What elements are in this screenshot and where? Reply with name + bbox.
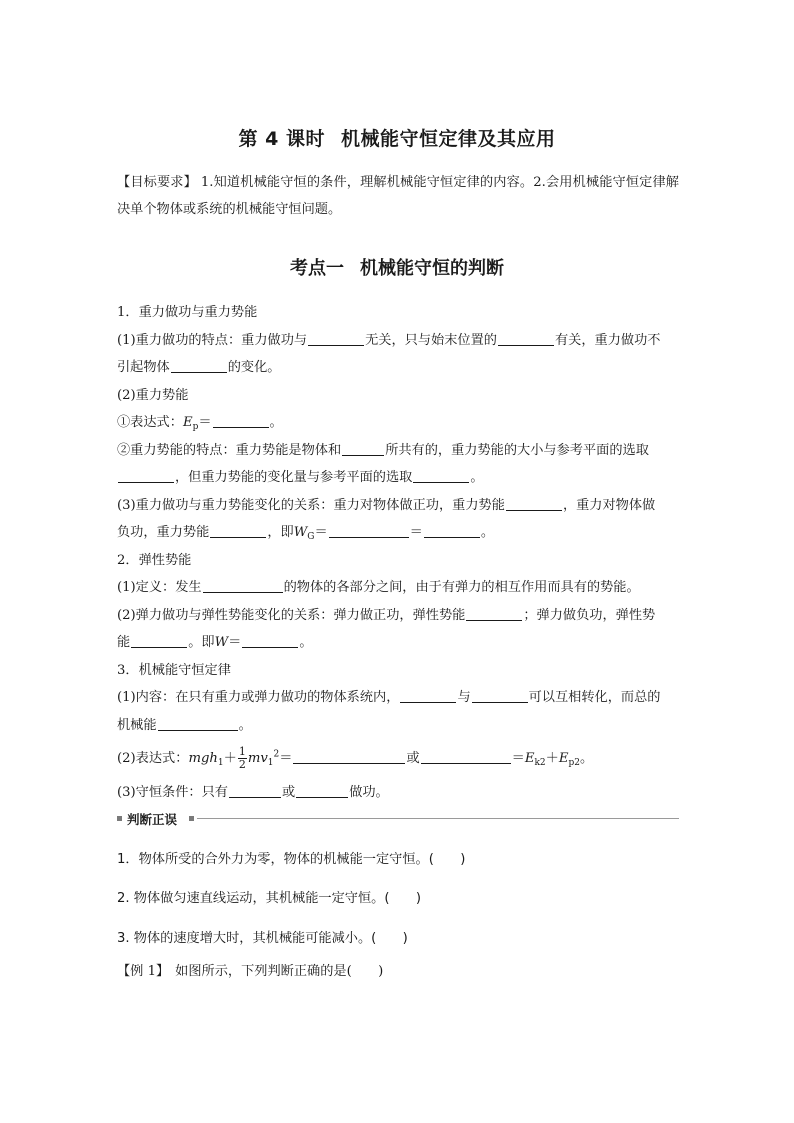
fill-blank[interactable] bbox=[203, 577, 283, 593]
line-elastic-definition: (1)定义：发生 的物体的各部分之间，由于有弹力的相互作用而具有的势能。 bbox=[117, 574, 679, 602]
fill-blank[interactable] bbox=[400, 687, 456, 703]
fill-blank[interactable] bbox=[424, 522, 480, 538]
line-conservation-content: (1)内容：在只有重力或弹力做功的物体系统内， 与 可以互相转化，而总的 bbox=[117, 684, 679, 712]
fill-blank[interactable] bbox=[342, 440, 384, 456]
square-bullet-icon bbox=[189, 816, 194, 821]
line-conservation-formula: (2)表达式：mgh$_1$＋ $\frac{1}{2}$ $mv_1^2=$ 或 $=E_{k2}+E_{p2}$。 bbox=[117, 745, 594, 771]
learning-goals bbox=[117, 169, 679, 223]
fill-blank[interactable] bbox=[296, 782, 348, 798]
fill-blank[interactable] bbox=[421, 748, 511, 764]
line-conservation-content-2: 机械能 。 bbox=[117, 712, 679, 740]
goal-text: 1.知道机械能守恒的条件，理解机械能守恒定律的内容。2.会用机械能守恒定律解决单个物体或系统的机械能守恒问题。 bbox=[117, 175, 679, 217]
content-body bbox=[117, 299, 679, 807]
section-heading bbox=[0, 254, 794, 280]
square-bullet-icon bbox=[117, 816, 122, 821]
divider bbox=[197, 818, 679, 819]
fill-blank[interactable] bbox=[472, 687, 528, 703]
fill-blank[interactable] bbox=[171, 357, 227, 373]
line-elastic-relation: (2)弹力做功与弹性势能变化的关系：弹力做正功，弹性势能 ；弹力做负功，弹性势 bbox=[117, 602, 679, 630]
fill-blank[interactable] bbox=[229, 782, 281, 798]
example-text: 如图所示，下列判断正确的是( ) bbox=[175, 964, 384, 979]
judge-item: 1．物体所受的合外力为零，物体的机械能一定守恒。( ) bbox=[117, 852, 466, 867]
fill-blank[interactable] bbox=[466, 605, 522, 621]
fraction-one-half: $\frac{1}{2}$ bbox=[238, 745, 246, 771]
lesson-title bbox=[0, 124, 794, 151]
section-number: 考点一 bbox=[290, 258, 344, 279]
line-elastic-relation-2: 能 。即W＝ 。 bbox=[117, 629, 679, 657]
lesson-number: 第 4 课时 bbox=[238, 128, 325, 150]
fill-blank[interactable] bbox=[242, 632, 298, 648]
fill-blank[interactable] bbox=[308, 330, 364, 346]
line-conservation-condition: (3)守恒条件：只有 或 做功。 bbox=[117, 779, 679, 807]
line-potential-feature: ②重力势能的特点：重力势能是物体和 所共有的，重力势能的大小与参考平面的选取 bbox=[117, 437, 679, 465]
fill-blank[interactable] bbox=[329, 522, 409, 538]
fill-blank[interactable] bbox=[210, 522, 266, 538]
fill-blank[interactable] bbox=[498, 330, 554, 346]
fill-blank[interactable] bbox=[293, 748, 405, 764]
fill-blank[interactable] bbox=[413, 467, 469, 483]
judge-item: 3. 物体的速度增大时，其机械能可能减小。( ) bbox=[117, 931, 408, 946]
heading-conservation: 3．机械能守恒定律 bbox=[117, 662, 231, 678]
fill-blank[interactable] bbox=[158, 715, 238, 731]
section-topic: 机械能守恒的判断 bbox=[360, 258, 504, 279]
heading-elastic: 2．弹性势能 bbox=[117, 552, 192, 568]
line-work-relation-2: 负功，重力势能 ，即$W_G=$ ＝ 。 bbox=[117, 519, 679, 547]
line-expression: ①表达式：$E_p=$ 。 bbox=[117, 409, 679, 437]
line-potential-heading: (2)重力势能 bbox=[117, 387, 189, 403]
judge-header bbox=[117, 812, 679, 828]
line-work-relation: (3)重力做功与重力势能变化的关系：重力对物体做正功，重力势能 ，重力对物体做 bbox=[117, 492, 679, 520]
lesson-topic: 机械能守恒定律及其应用 bbox=[340, 128, 556, 150]
example-tag: 【例 1】 bbox=[117, 964, 170, 979]
fill-blank[interactable] bbox=[213, 412, 269, 428]
heading-gravity: 1．重力做功与重力势能 bbox=[117, 305, 258, 320]
example-question bbox=[117, 960, 383, 979]
line-gravity-work-2: 引起物体 的变化。 bbox=[117, 354, 679, 382]
goal-tag: 【目标要求】 bbox=[117, 175, 197, 190]
judge-label: 判断正误 bbox=[127, 812, 178, 827]
line-potential-feature-2: ，但重力势能的变化量与参考平面的选取 。 bbox=[117, 464, 679, 492]
fill-blank[interactable] bbox=[118, 467, 174, 483]
fill-blank[interactable] bbox=[131, 632, 187, 648]
judge-item: 2. 物体做匀速直线运动，其机械能一定守恒。( ) bbox=[117, 891, 421, 906]
fill-blank[interactable] bbox=[506, 495, 562, 511]
line-gravity-work: (1)重力做功的特点：重力做功与 无关，只与始末位置的 有关，重力做功不 bbox=[117, 327, 679, 355]
